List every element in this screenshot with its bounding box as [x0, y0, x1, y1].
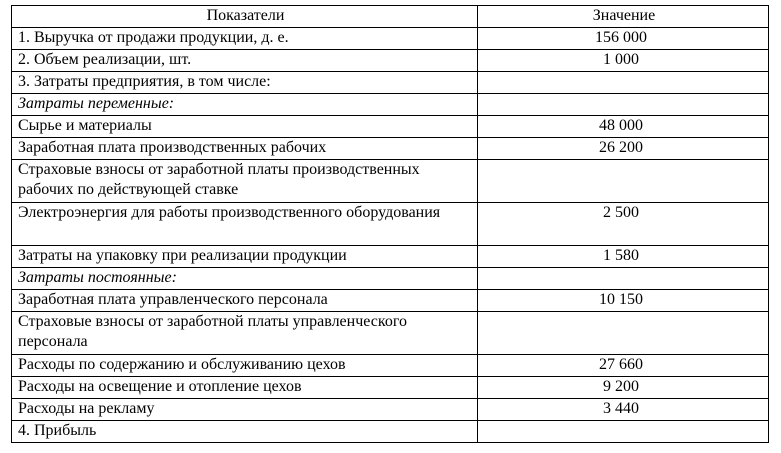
row-name: Сырье и материалы: [12, 115, 478, 137]
row-value: 48 000: [478, 115, 769, 137]
table-row: [12, 202, 769, 245]
row-value: [478, 311, 769, 354]
table-row: [12, 398, 769, 420]
table-row: [12, 245, 769, 267]
row-value: 27 660: [478, 354, 769, 376]
row-value: [478, 159, 769, 202]
row-value: 1 000: [478, 49, 769, 71]
row-name: Заработная плата производственных рабочих: [12, 137, 478, 159]
header-value: Значение: [478, 6, 769, 28]
row-value: [478, 267, 769, 289]
row-value: [478, 420, 769, 442]
section-label: Затраты переменные:: [12, 93, 478, 115]
table-row: [12, 27, 769, 49]
row-name: 2. Объем реализации, шт.: [12, 49, 478, 71]
row-value: 2 500: [478, 202, 769, 245]
row-name: Расходы на рекламу: [12, 398, 478, 420]
row-name: Страховые взносы от заработной платы производственных рабочих по действующей ставке: [12, 159, 478, 202]
table-header-row: [12, 6, 769, 28]
table-row: [12, 376, 769, 398]
row-name: Расходы по содержанию и обслуживанию цехов: [12, 354, 478, 376]
row-value: 1 580: [478, 245, 769, 267]
table-row: [12, 49, 769, 71]
table-row: [12, 137, 769, 159]
row-name: 4. Прибыль: [12, 420, 478, 442]
row-name: Затраты на упаковку при реализации продукции: [12, 245, 478, 267]
row-value: [478, 93, 769, 115]
row-value: 9 200: [478, 376, 769, 398]
table-row: [12, 115, 769, 137]
row-name: Расходы на освещение и отопление цехов: [12, 376, 478, 398]
table-row: [12, 354, 769, 376]
row-value: 3 440: [478, 398, 769, 420]
section-label: Затраты постоянные:: [12, 267, 478, 289]
table-row: [12, 311, 769, 354]
header-indicator: Показатели: [12, 6, 478, 28]
row-name: Заработная плата управленческого персонала: [12, 289, 478, 311]
table-row: [12, 289, 769, 311]
row-value: 26 200: [478, 137, 769, 159]
table-row-profit: [12, 420, 769, 442]
row-value: [478, 71, 769, 93]
section-row-variable: [12, 93, 769, 115]
table-row: [12, 159, 769, 202]
table-row: [12, 71, 769, 93]
row-name: Электроэнергия для работы производственного оборудования: [12, 202, 478, 245]
row-name: 3. Затраты предприятия, в том числе:: [12, 71, 478, 93]
indicators-table: [11, 5, 769, 443]
row-name: 1. Выручка от продажи продукции, д. е.: [12, 27, 478, 49]
row-value: 156 000: [478, 27, 769, 49]
row-name: Страховые взносы от заработной платы управленческого персонала: [12, 311, 478, 354]
row-value: 10 150: [478, 289, 769, 311]
section-row-fixed: [12, 267, 769, 289]
